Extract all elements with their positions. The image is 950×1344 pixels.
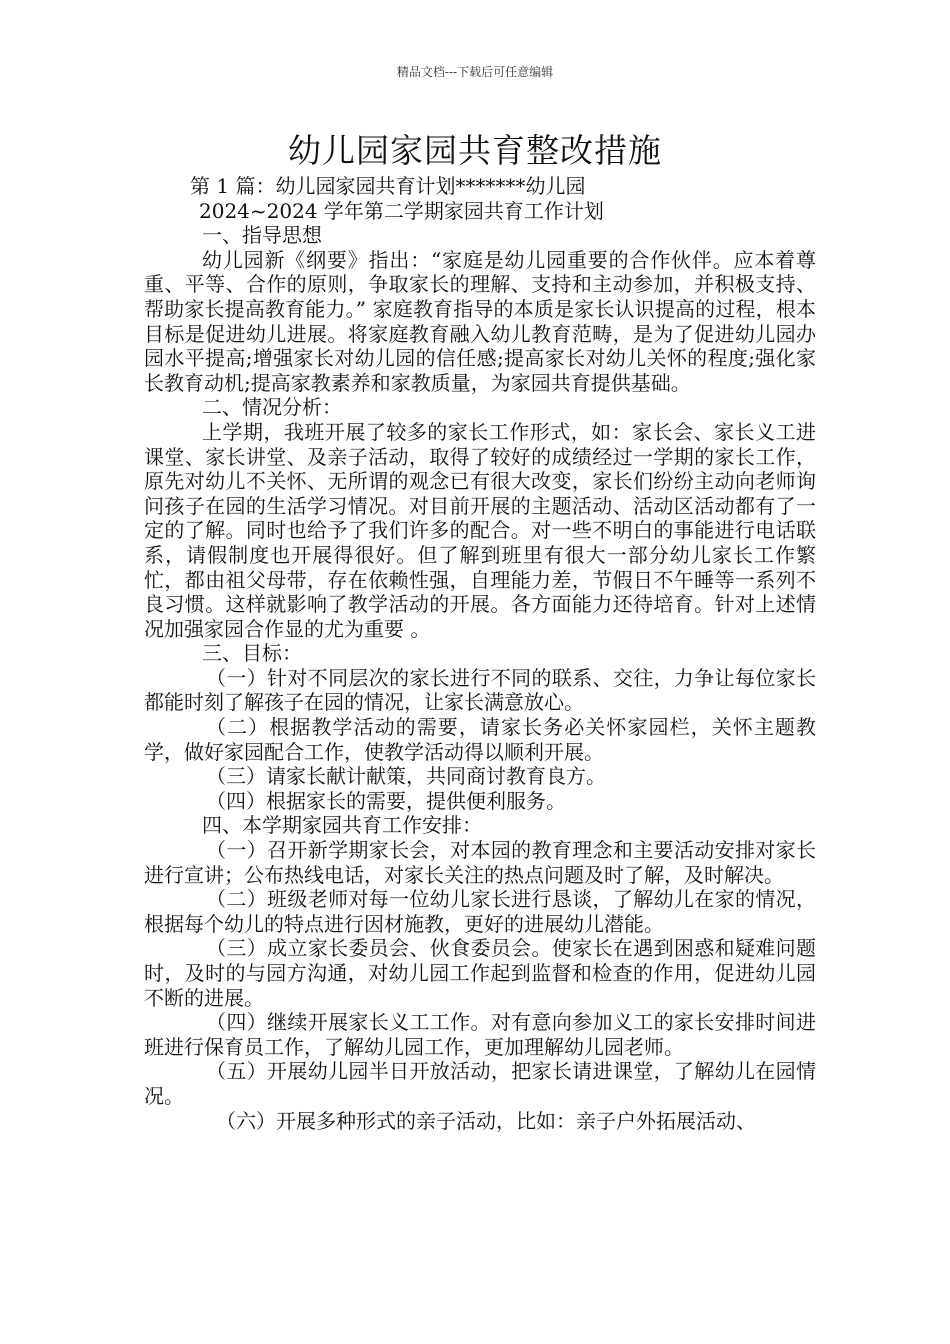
paragraph: （一）召开新学期家长会，对本园的教育理念和主要活动安排对家长进行宣讲；公布热线电话，对家长关注的热点问题及时了解，及时解决。 [144,838,816,887]
paragraph: （六）开展多种形式的亲子活动，比如：亲子户外拓展活动、 [216,1108,756,1133]
document-title: 幼儿园家园共育整改措施 [288,131,662,170]
section-heading: 三、目标： [202,641,302,666]
document-body [144,174,816,1133]
paragraph: 幼儿园新《纲要》指出：“家庭是幼儿园重要的合作伙伴。应本着尊重、平等、合作的原则，争取家长的理解、支持和主动参加，并积极支持、帮助家长提高教育能力。” 家庭教育指导的本质是家长认识提高的过程，根本目标是促进幼儿进展。将家庭教育融入幼儿教育范畴，是为了促进幼儿园办园水平提高;增强家长对幼儿园的信任感;提高家长对幼儿关怀的程度;强化家长教育动机;提高家教素养和家教质量，为家园共育提供基础。 [144,247,816,395]
subtitle-line-2: 2024~2024 学年第二学期家园共育工作计划 [199,198,604,223]
paragraph: （二）根据教学活动的需要，请家长务必关怀家园栏，关怀主题教学，做好家园配合工作，使教学活动得以顺利开展。 [144,715,816,764]
subtitle-line-1: 第 1 篇：幼儿园家园共育计划*******幼儿园 [190,174,586,198]
paragraph: （五）开展幼儿园半日开放活动，把家长请进课堂，了解幼儿在园情况。 [144,1059,816,1108]
paragraph: 上学期，我班开展了较多的家长工作形式，如：家长会、家长义工进课堂、家长讲堂、及亲子活动，取得了较好的成绩经过一学期的家长工作，原先对幼儿不关怀、无所谓的观念已有很大改变，家长们纷纷主动向老师询问孩子在园的生活学习情况。对目前开展的主题活动、活动区活动都有了一定的了解。同时也给予了我们许多的配合。对一些不明白的事能进行电话联系，请假制度也开展得很好。但了解到班里有很大一部分幼儿家长工作繁忙，都由祖父母带，存在依赖性强，自理能力差，节假日不午睡等一系列不良习惯。这样就影响了教学活动的开展。各方面能力还待培育。针对上述情况加强家园合作显的尤为重要 。 [144,419,816,641]
paragraph: （三）请家长献计献策，共同商讨教育良方。 [206,764,606,789]
paragraph: （四）继续开展家长义工工作。对有意向参加义工的家长安排时间进班进行保育员工作，了解幼儿园工作，更加理解幼儿园老师。 [144,1010,816,1059]
section-heading: 一、指导思想 [202,223,322,248]
section-heading: 二、情况分析： [202,395,342,420]
paragraph: （四）根据家长的需要，提供便利服务。 [206,788,566,813]
section-heading: 四、本学期家园共育工作安排： [202,813,482,838]
paragraph: （三）成立家长委员会、伙食委员会。使家长在遇到困惑和疑难问题时，及时的与园方沟通，对幼儿园工作起到监督和检查的作用，促进幼儿园不断的进展。 [144,936,816,1010]
paragraph: （一）针对不同层次的家长进行不同的联系、交往，力争让每位家长都能时刻了解孩子在园的情况，让家长满意放心。 [144,665,816,715]
page-header: 精品文档---下载后可任意编辑 [396,65,554,79]
paragraph: （二）班级老师对每一位幼儿家长进行恳谈，了解幼儿在家的情况，根据每个幼儿的特点进行因材施教，更好的进展幼儿潜能。 [144,887,816,936]
